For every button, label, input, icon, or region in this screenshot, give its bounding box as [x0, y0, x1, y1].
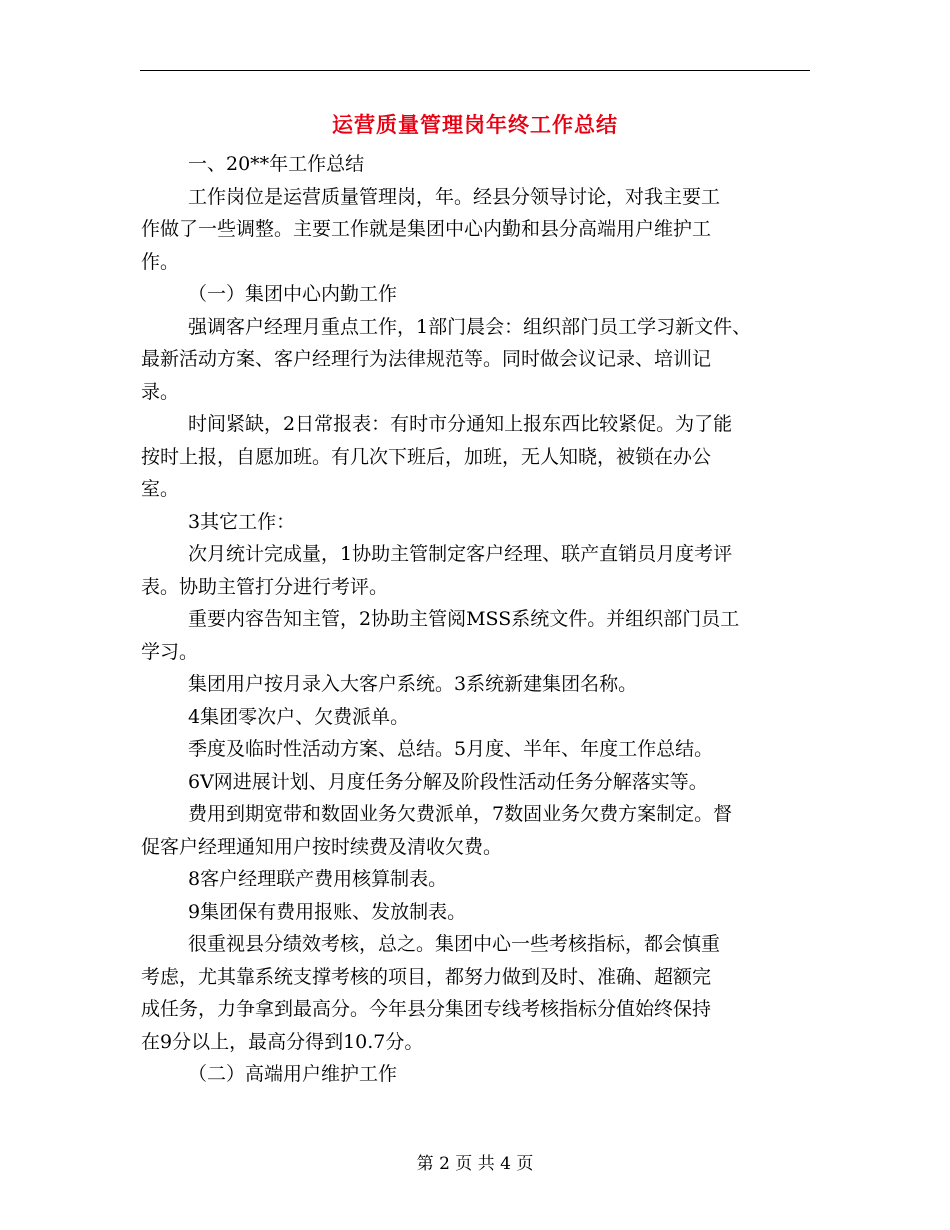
body-line: 在9分以上，最高分得到10.7分。: [141, 1030, 424, 1053]
body-line: 季度及临时性活动方案、总结。5月度、半年、年度工作总结。: [188, 738, 714, 760]
body-line: 9集团保有费用报账、发放制表。: [188, 900, 467, 923]
body-line: 成任务，力争拿到最高分。今年县分集团专线考核指标分值始终保持: [141, 998, 712, 1020]
body-line: 3其它工作：: [188, 510, 296, 533]
body-line: 作。: [141, 250, 180, 273]
body-line: 重要内容告知主管，2协助主管阅MSS系统文件。并组织部门员工: [188, 608, 740, 630]
body-line: 促客户经理通知用户按时续费及清收欠费。: [141, 835, 503, 858]
body-line: 作做了一些调整。主要工作就是集团中心内勤和县分高端用户维护工: [141, 218, 712, 240]
body-line: 一、20**年工作总结: [188, 153, 365, 175]
page-number: 第 2 页 共 4 页: [416, 1154, 534, 1174]
body-line: 8客户经理联产费用核算制表。: [188, 868, 448, 890]
section-heading: （一）集团中心内勤工作: [188, 283, 398, 305]
body-line: 按时上报，自愿加班。有几次下班后，加班，无人知晓，被锁在办公: [141, 445, 712, 468]
body-line: 集团用户按月录入大客户系统。3系统新建集团名称。: [188, 673, 638, 695]
body-line: 很重视县分绩效考核，总之。集团中心一些考核指标，都会慎重: [188, 933, 721, 955]
section-heading: （二）高端用户维护工作: [188, 1063, 398, 1085]
body-line: 4集团零次户、欠费派单。: [188, 705, 410, 728]
document-body: [141, 148, 811, 1091]
body-line: 考虑，尤其靠系统支撑考核的项目，都努力做到及时、准确、超额完: [141, 965, 712, 988]
document-title: 运营质量管理岗年终工作总结: [332, 113, 618, 137]
body-line: 强调客户经理月重点工作，1部门晨会：组织部门员工学习新文件、: [188, 315, 752, 338]
header-rule: [140, 70, 810, 71]
body-line: 表。协助主管打分进行考评。: [141, 575, 389, 598]
body-line: 室。: [141, 478, 180, 500]
body-line: 工作岗位是运营质量管理岗，年。经县分领导讨论，对我主要工: [188, 185, 721, 208]
body-line: 次月统计完成量，1协助主管制定客户经理、联产直销员月度考评: [188, 543, 733, 565]
body-line: 费用到期宽带和数固业务欠费派单，7数固业务欠费方案制定。督: [188, 803, 733, 825]
body-line: 学习。: [141, 640, 199, 663]
body-line: 录。: [141, 380, 180, 403]
body-line: 6V网进展计划、月度任务分解及阶段性活动任务分解落实等。: [188, 770, 708, 793]
body-line: 最新活动方案、客户经理行为法律规范等。同时做会议记录、培训记: [141, 348, 712, 370]
body-line: 时间紧缺，2日常报表：有时市分通知上报东西比较紧促。为了能: [188, 413, 733, 435]
